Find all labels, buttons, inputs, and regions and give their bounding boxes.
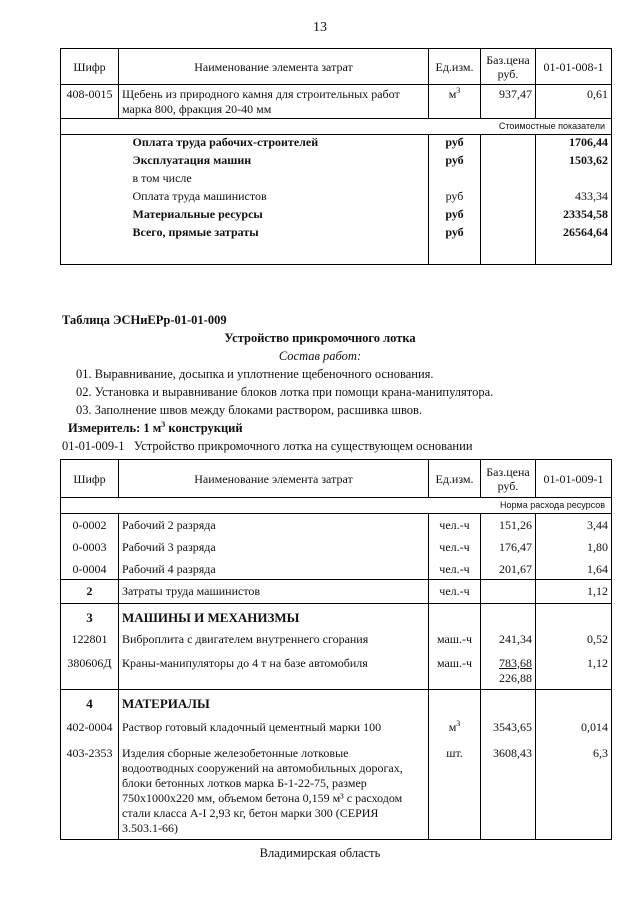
row-unit: $м^3$ <box>429 85 481 119</box>
row-price: 3543,65 <box>481 716 536 740</box>
table-row <box>61 135 612 153</box>
row-value: 0,61 <box>536 85 612 119</box>
cost-table-2 <box>60 459 612 840</box>
row-name: Краны-манипуляторы до 4 т на базе автомобиля <box>119 654 429 690</box>
table-row <box>61 716 612 740</box>
row-price: 241,34 <box>481 628 536 654</box>
col-name-header: Наименование элемента затрат <box>119 460 429 498</box>
row-unit: шт. <box>429 740 481 840</box>
col-unit-header: Ед.изм. <box>429 460 481 498</box>
row-name: Щебень из природного камня для строительных работ марка 800, фракция 20-40 мм <box>119 85 429 119</box>
col-price-header: Баз.цена руб. <box>481 49 536 85</box>
row-code: 0-0003 <box>61 536 119 558</box>
table-row <box>61 740 612 840</box>
row-code: 122801 <box>61 628 119 654</box>
cost-table-1 <box>60 48 612 265</box>
table-row <box>61 558 612 580</box>
table-row <box>61 171 612 189</box>
row-name: Затраты труда машинистов <box>119 580 429 604</box>
col-name-header: Наименование элемента затрат <box>119 49 429 85</box>
row-code: 0-0002 <box>61 514 119 536</box>
row-code: 0-0004 <box>61 558 119 580</box>
table-row <box>61 207 612 225</box>
cost-value: 26564,64 <box>536 225 612 243</box>
row-unit: чел.-ч <box>429 514 481 536</box>
row-price: 176,47 <box>481 536 536 558</box>
row-unit: чел.-ч <box>429 558 481 580</box>
row-value: 1,64 <box>536 558 612 580</box>
section-row <box>61 604 612 628</box>
table-row <box>61 580 612 604</box>
cost-name: Оплата труда рабочих-строителей <box>119 135 429 153</box>
row-value: 0,52 <box>536 628 612 654</box>
table-row <box>61 189 612 207</box>
row-unit: $м^3$ <box>429 716 481 740</box>
work-title: Устройство прикромочного лотка <box>224 331 416 345</box>
cost-unit: руб <box>429 189 481 207</box>
table-row <box>61 628 612 654</box>
cost-value: 23354,58 <box>536 207 612 225</box>
section-name: МАТЕРИАЛЫ <box>119 690 429 716</box>
row-code: 2 <box>61 580 119 604</box>
cost-unit: руб <box>429 135 481 153</box>
col-code-header: Шифр <box>61 460 119 498</box>
row-unit: маш.-ч <box>429 628 481 654</box>
row-code: 403-2353 <box>61 740 119 840</box>
row-name: Рабочий 2 разряда <box>119 514 429 536</box>
row-name: Виброплита с двигателем внутреннего сгорания <box>119 628 429 654</box>
table-row <box>61 153 612 171</box>
row-value: 0,014 <box>536 716 612 740</box>
row-price: 783,68 226,88 <box>481 654 536 690</box>
row-unit: маш.-ч <box>429 654 481 690</box>
section-name: МАШИНЫ И МЕХАНИЗМЫ <box>119 604 429 628</box>
cost-unit: руб <box>429 225 481 243</box>
section-code: 3 <box>61 604 119 628</box>
footer-region: Владимирская область <box>259 846 381 860</box>
work-item: 02. Установка и выравнивание блоков лотка при помощи крана-манипулятора. <box>76 385 494 399</box>
cost-unit: руб <box>429 153 481 171</box>
col-price-header: Баз.цена руб. <box>481 460 536 498</box>
row-name: Рабочий 4 разряда <box>119 558 429 580</box>
row-code: 380606Д <box>61 654 119 690</box>
row-name: Изделия сборные железобетонные лотковые водоотводных сооружений на автомобильных дорогах, блоки бетонных лотков марка Б-1-22-75, размер 750х1000х220 мм, объемом бетона 0,159 м³ с расходом стали класса А-I 2,93 кг, бетон марки 300 (СЕРИЯ 3.503.1-66) <box>119 740 429 840</box>
cost-unit: руб <box>429 207 481 225</box>
section-code: 4 <box>61 690 119 716</box>
cost-name: Эксплуатация машин <box>119 153 429 171</box>
cost-name: Материальные ресурсы <box>119 207 429 225</box>
section-row <box>61 690 612 716</box>
cost-value: 1503,62 <box>536 153 612 171</box>
row-code: 402-0004 <box>61 716 119 740</box>
row-name: Раствор готовый кладочный цементный марки 100 <box>119 716 429 740</box>
work-item: 01. Выравнивание, досыпка и уплотнение щебеночного основания. <box>76 367 434 381</box>
cost-value: 1706,44 <box>536 135 612 153</box>
row-price: 3608,43 <box>481 740 536 840</box>
section-caption: Норма расхода ресурсов <box>61 498 612 514</box>
row-value: 6,3 <box>536 740 612 840</box>
table-row <box>61 85 612 119</box>
row-price: 151,26 <box>481 514 536 536</box>
row-value: 1,12 <box>536 654 612 690</box>
col-norm-header: 01-01-008-1 <box>536 49 612 85</box>
row-price: 937,47 <box>481 85 536 119</box>
meter-label: Измеритель: 1 $м^3$ конструкций <box>68 419 243 435</box>
row-value: 1,12 <box>536 580 612 604</box>
row-unit: чел.-ч <box>429 536 481 558</box>
table-row <box>61 225 612 243</box>
col-norm-header: 01-01-009-1 <box>536 460 612 498</box>
page-number: 13 <box>313 20 327 35</box>
table-title: Таблица ЭСНиЕРр-01-01-009 <box>62 313 227 327</box>
row-unit: чел.-ч <box>429 580 481 604</box>
work-item: 03. Заполнение швов между блоками раствором, расшивка швов. <box>76 403 423 417</box>
cost-name: в том числе <box>119 171 429 189</box>
table-row <box>61 514 612 536</box>
table-row <box>61 654 612 690</box>
cost-name: Всего, прямые затраты <box>119 225 429 243</box>
col-unit-header: Ед.изм. <box>429 49 481 85</box>
subheading: 01-01-009-1 Устройство прикромочного лотка на существующем основании <box>62 439 473 453</box>
cost-name: Оплата труда машинистов <box>119 189 429 207</box>
row-code: 408-0015 <box>61 85 119 119</box>
col-code-header: Шифр <box>61 49 119 85</box>
row-name: Рабочий 3 разряда <box>119 536 429 558</box>
row-value: 1,80 <box>536 536 612 558</box>
section-caption: Стоимостные показатели <box>61 119 612 135</box>
composition-title: Состав работ: <box>278 349 362 363</box>
cost-value: 433,34 <box>536 189 612 207</box>
row-value: 3,44 <box>536 514 612 536</box>
table-row <box>61 536 612 558</box>
row-price: 201,67 <box>481 558 536 580</box>
